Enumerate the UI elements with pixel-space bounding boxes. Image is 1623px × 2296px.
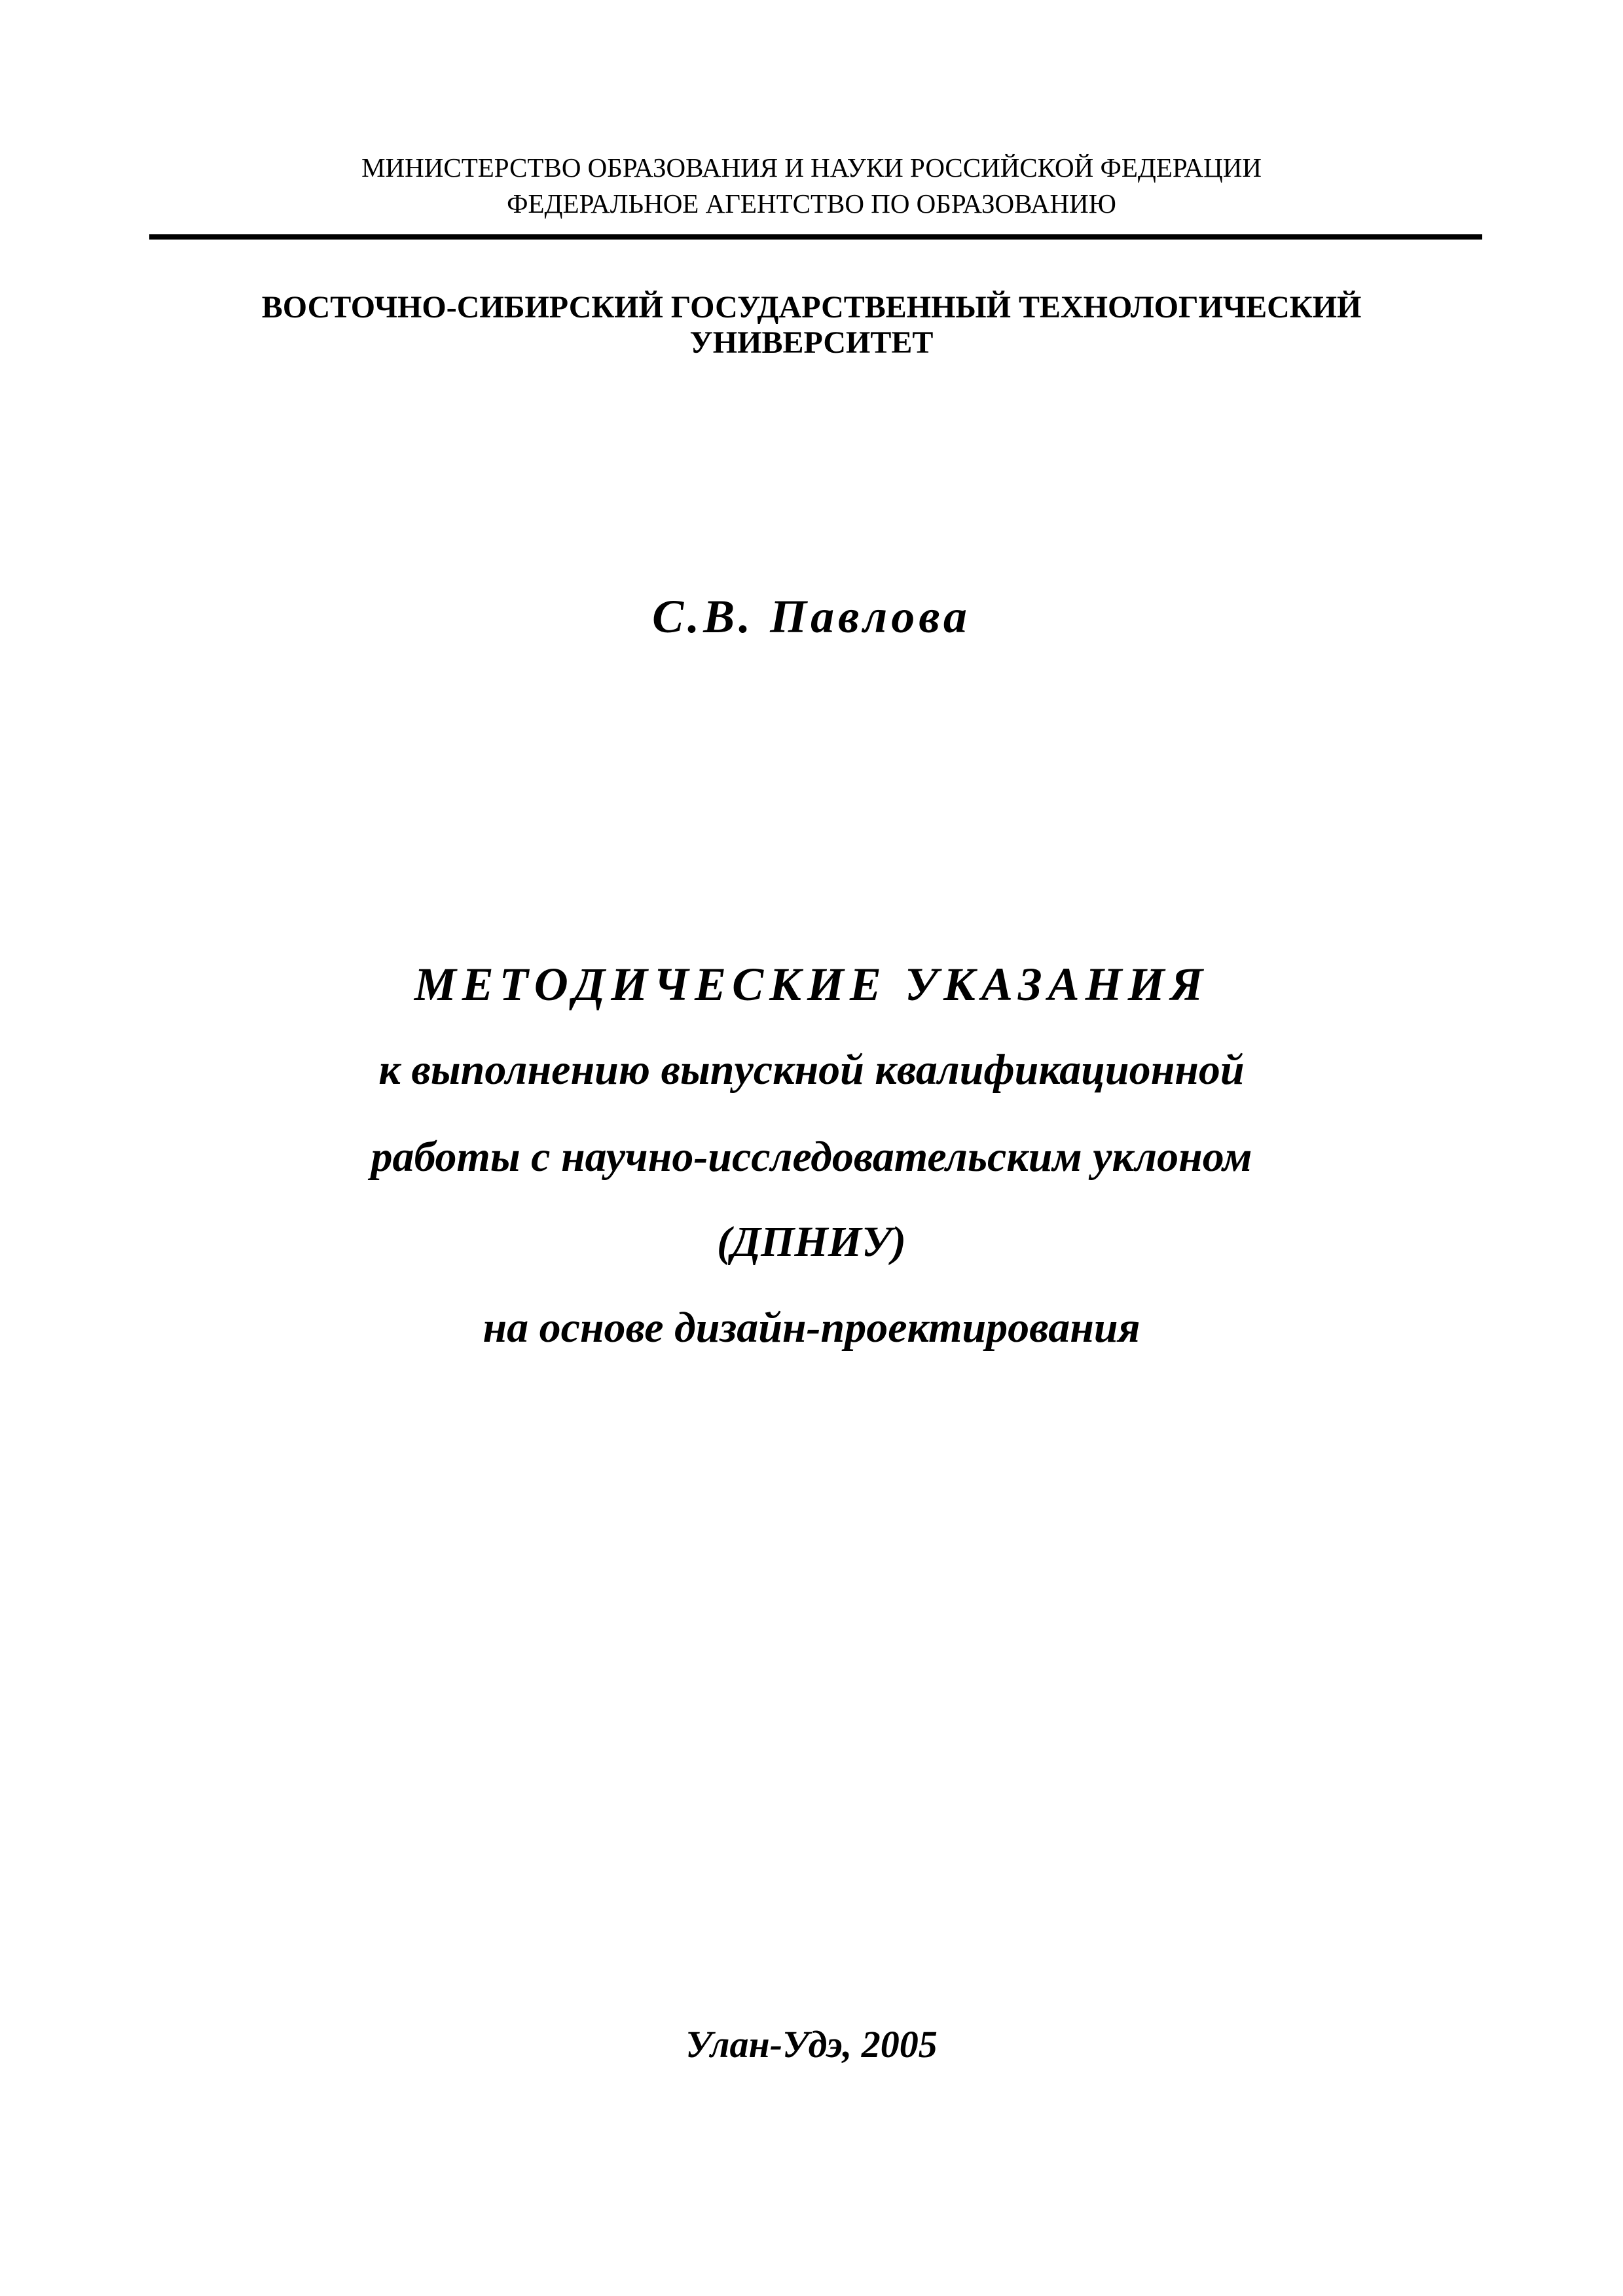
title-line-2: к выполнению выпускной квалификационной [378,1046,1245,1094]
ministry-name: МИНИСТЕРСТВО ОБРАЗОВАНИЯ И НАУКИ РОССИЙСКОЙ ФЕДЕРАЦИИ [361,152,1262,183]
header-divider [149,234,1482,240]
university-name-line1: ВОСТОЧНО-СИБИРСКИЙ ГОСУДАРСТВЕННЫЙ ТЕХНОЛОГИЧЕСКИЙ [261,290,1362,325]
title-line-3: работы с научно-исследовательским уклоном [371,1133,1252,1181]
title-line-4: (ДПНИУ) [717,1218,906,1266]
place-and-year: Улан-Удэ, 2005 [685,2023,938,2066]
document-title: МЕТОДИЧЕСКИЕ УКАЗАНИЯ [414,958,1209,1011]
author-name: С.В. Павлова [652,590,971,643]
agency-name: ФЕДЕРАЛЬНОЕ АГЕНТСТВО ПО ОБРАЗОВАНИЮ [507,188,1116,219]
university-name-line2: УНИВЕРСИТЕТ [689,325,934,360]
title-line-5: на основе дизайн-проектирования [483,1304,1140,1352]
